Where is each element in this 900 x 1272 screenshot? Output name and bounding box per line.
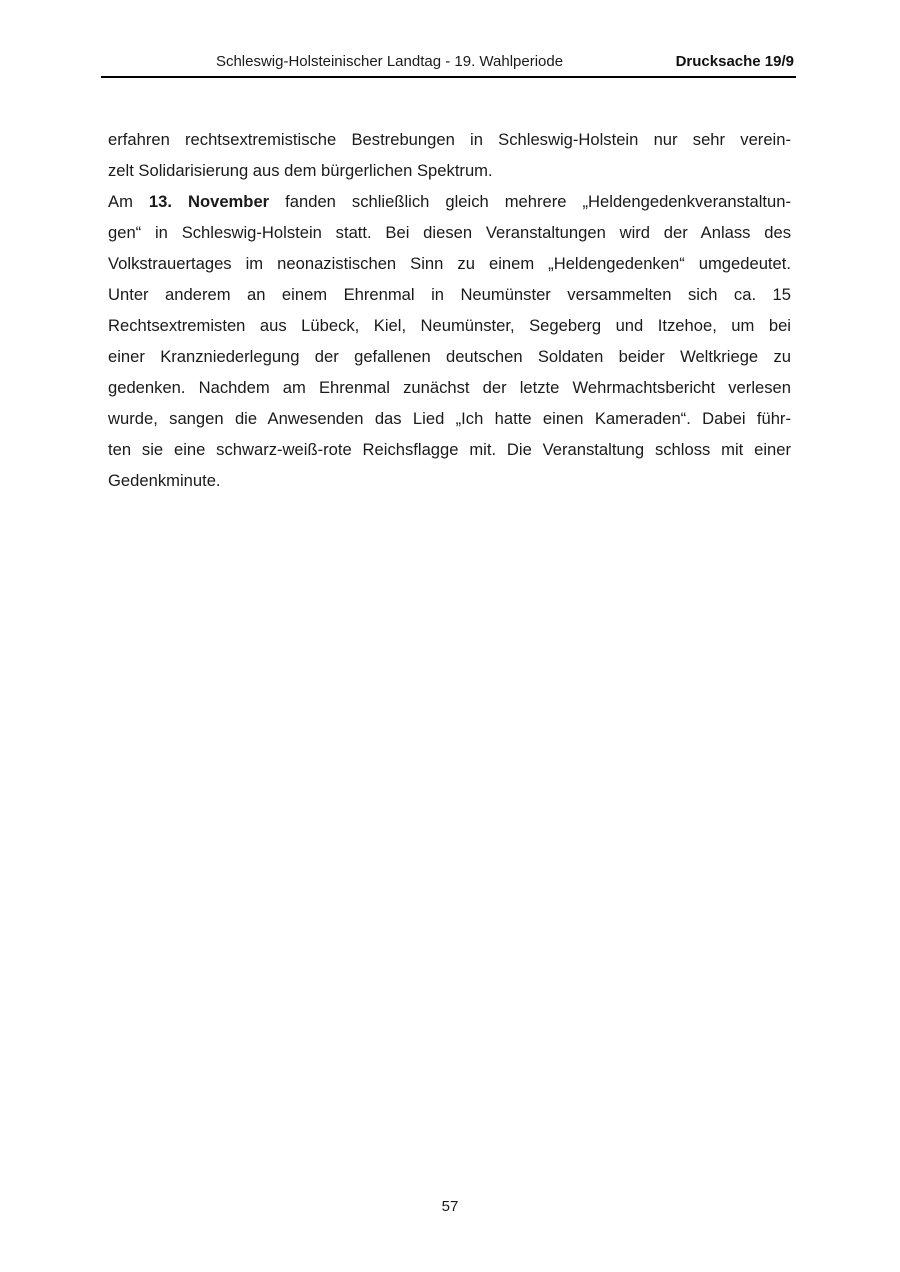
- text-line: einer Kranzniederlegung der gefallenen deutschen Soldaten beider Weltkriege zu: [108, 347, 791, 366]
- text-line: gen“ in Schleswig-Holstein statt. Bei diesen Veranstaltungen wird der Anlass des: [108, 223, 791, 242]
- date-emphasis: 13. November: [148, 192, 270, 211]
- text-line: Volkstrauertages im neonazistischen Sinn zu einem „Heldengedenken“ umgedeutet.: [108, 254, 791, 273]
- text-line: wurde, sangen die Anwesenden das Lied „Ich hatte einen Kameraden“. Dabei führ-: [108, 409, 791, 428]
- text-line: [108, 186, 791, 217]
- page-number: 57: [441, 1198, 459, 1215]
- body-text: [108, 124, 791, 496]
- paragraph: [108, 124, 791, 186]
- page-header: [101, 52, 796, 78]
- text-line: zelt Solidarisierung aus dem bürgerlichen Spektrum.: [108, 161, 493, 180]
- text-run: fanden schließlich gleich mehrere „Heldengedenkveranstaltun-: [269, 192, 791, 211]
- paragraph: [108, 186, 791, 496]
- header-title: Schleswig-Holsteinischer Landtag - 19. Wahlperiode: [215, 53, 564, 70]
- text-line: Rechtsextremisten aus Lübeck, Kiel, Neumünster, Segeberg und Itzehoe, um bei: [108, 316, 791, 335]
- text-run: Am: [108, 192, 149, 211]
- text-line: erfahren rechtsextremistische Bestrebungen in Schleswig-Holstein nur sehr verein-: [108, 130, 791, 149]
- text-line: Gedenkminute.: [108, 471, 221, 490]
- text-line: gedenken. Nachdem am Ehrenmal zunächst der letzte Wehrmachtsbericht verlesen: [108, 378, 791, 397]
- text-line: Unter anderem an einem Ehrenmal in Neumünster versammelten sich ca. 15: [108, 285, 791, 304]
- header-document-number: Drucksache 19/9: [675, 53, 794, 70]
- text-line: ten sie eine schwarz-weiß-rote Reichsflagge mit. Die Veranstaltung schloss mit einer: [108, 440, 791, 459]
